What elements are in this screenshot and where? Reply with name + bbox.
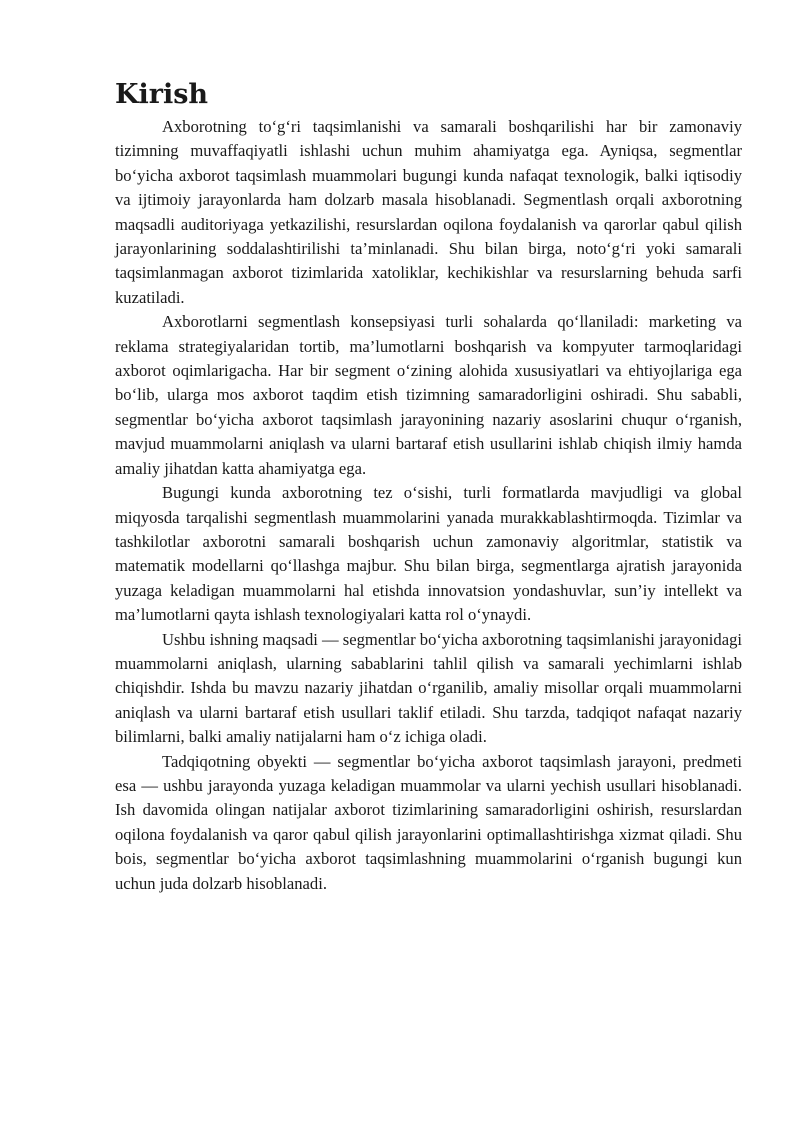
paragraph-1: Axborotning to‘g‘ri taqsimlanishi va samarali boshqarilishi har bir zamonaviy tizimning muvaffaqiyatli ishlashi uchun muhim ahamiyatga ega. Ayniqsa, segmentlar bo‘yicha axborot taqsimlash muammolari bugungi kunda nafaqat texnologik, balki iqtisodiy va ijtimoiy jarayonlarda ham dolzarb masala hisoblanadi. Segmentlash orqali axborotning maqsadli auditoriyaga yetkazilishi, resurslardan oqilona foydalanish va qarorlar qabul qilish jarayonlarining soddalashtirilishi ta’minlanadi. Shu bilan birga, noto‘g‘ri yoki samarali taqsimlanmagan axborot tizimlarida xatoliklar, kechikishlar va resurslarning behuda sarfi kuzatiladi. [115, 117, 742, 307]
paragraph-2: Axborotlarni segmentlash konsepsiyasi turli sohalarda qo‘llaniladi: marketing va reklama strategiyalaridan tortib, ma’lumotlarni boshqarish va kompyuter tarmoqlaridagi axborot oqimlarigacha. Har bir segment o‘zining alohida xususiyatlari va ehtiyojlariga ega bo‘lib, ularga mos axborot taqdim etish tizimning samaradorligini oshiradi. Shu sababli, segmentlar bo‘yicha axborot taqsimlash jarayonining nazariy asoslarini chuqur o‘rganish, mavjud muammolarni aniqlash va ularni bartaraf etish usullarini ishlab chiqish ilmiy hamda amaliy jihatdan katta ahamiyatga ega. [115, 312, 742, 478]
paragraph-4: Ushbu ishning maqsadi — segmentlar bo‘yicha axborotning taqsimlanishi jarayonidagi muammolarni aniqlash, ularning sabablarini tahlil qilish va samarali yechimlarni ishlab chiqishdir. Ishda bu mavzu nazariy jihatdan o‘rganilib, amaliy misollar orqali muammolarni aniqlash va ularni bartaraf etish usullari taklif etiladi. Shu tarzda, tadqiqot nafaqat nazariy bilimlarni, balki amaliy natijalarni ham o‘z ichiga oladi. [115, 629, 742, 747]
paragraph-3: Bugungi kunda axborotning tez o‘sishi, turli formatlarda mavjudligi va global miqyosda tarqalishi segmentlash muammolarini yanada murakkablashtirmoqda. Tizimlar va tashkilotlar axborotni samarali boshqarish uchun zamonaviy algoritmlar, statistik va matematik modellarni qo‘llashga majbur. Shu bilan birga, segmentlarga ajratish jarayonida yuzaga keladigan muammolarni hal etishda innovatsion yondashuvlar, sun’iy intellekt va ma’lumotlarni qayta ishlash texnologiyalari katta rol o‘ynaydi. [115, 483, 742, 625]
section-heading: Kirish [115, 79, 209, 110]
paragraph-5: Tadqiqotning obyekti — segmentlar bo‘yicha axborot taqsimlash jarayoni, predmeti esa — ushbu jarayonda yuzaga keladigan muammolar va ularni yechish usullari hisoblanadi. Ish davomida olingan natijalar axborot tizimlarining samaradorligini oshirish, resurslardan oqilona foydalanish va qaror qabul qilish jarayonlarini optimallashtirishga xizmat qiladi. Shu bois, segmentlar bo‘yicha axborot taqsimlashning muammolarini o‘rganish bugungi kun uchun juda dolzarb hisoblanadi. [115, 751, 742, 893]
document-body [115, 78, 742, 896]
